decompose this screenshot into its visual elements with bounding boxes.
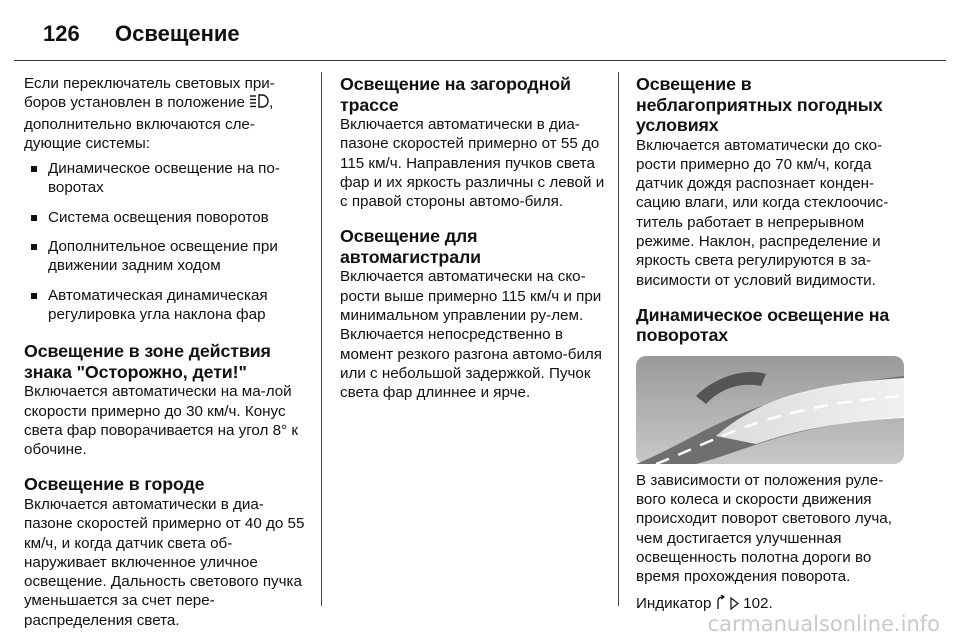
section-title-country-road: Освещение на загородной трассе: [340, 74, 571, 115]
section-title-city: Освещение в городе: [24, 474, 205, 495]
column-1: [24, 74, 308, 630]
watermark: carmanualsonline.info: [707, 612, 940, 636]
section-title-bad-weather: Освещение в неблагоприятных погодных условиях: [636, 74, 883, 135]
bullet-square-icon: [31, 293, 37, 299]
column-3: [636, 74, 904, 615]
bullet-square-icon: [31, 244, 37, 250]
bullet-square-icon: [31, 215, 37, 221]
indicator-line: Индикатор 102.: [636, 594, 904, 615]
section-title-cornering: Динамическое освещение на поворотах: [636, 304, 890, 346]
section-body-city: Включается автоматически в диа-пазоне скоростей примерно от 40 до 55 км/ч, и когда датчик света об-наруживает включенное уличное освещение. Дальность светового пучка уменьшается за счет пере-распределения света.: [24, 495, 305, 629]
column-divider-2: [618, 72, 619, 606]
page-reference-link[interactable]: 102.: [743, 594, 773, 612]
page-title: Освещение: [115, 21, 240, 46]
column-2: [340, 74, 606, 403]
intro-paragraph: Если переключатель световых при-боров установлен в положение , дополнительно включаются сле-дующие системы:: [24, 75, 275, 152]
section-body-bad-weather: Включается автоматически до ско-рости примерно до 70 км/ч, когда датчик дождя распознает конден-сацию влаги, или когда стеклоочис-титель работает в непрерывном режиме. Наклон, распределение и яркость света регулируются в за-висимости от условий видимости.: [636, 136, 889, 289]
column-divider-1: [321, 72, 322, 606]
bullet-square-icon: [31, 166, 37, 172]
list-item: Дополнительное освещение при движении задним ходом: [24, 237, 308, 276]
systems-list: [24, 159, 308, 324]
header-rule: [14, 60, 946, 61]
cornering-light-illustration: [636, 356, 904, 464]
page-number: 126: [43, 21, 80, 46]
list-item: Система освещения поворотов: [24, 208, 308, 227]
list-item: Динамическое освещение на по-воротах: [24, 159, 308, 198]
section-title-motorway: Освещение для автомагистрали: [340, 226, 482, 267]
cornering-body: В зависимости от положения руле-вого колеса и скорости движения происходит поворот светового луча, чем достигается улучшенная освещенность полотна дороги во время прохождения поворота.: [636, 471, 892, 586]
automatic-light-icon: [249, 93, 269, 114]
list-item: Автоматическая динамическая регулировка угла наклона фар: [24, 286, 308, 325]
section-body-children-zone: Включается автоматически на ма-лой скорости примерно до 30 км/ч. Конус света фар поворачивается на угол 8° к обочине.: [24, 383, 299, 459]
section-title-children-zone: Освещение в зоне действия знака "Осторожно, дети!": [24, 341, 271, 382]
section-body-country-road: Включается автоматически в диа-пазоне скоростей примерно от 55 до 115 км/ч. Направления пучков света фар и их яркость различны с левой и с правой стороны автомо-биля.: [340, 116, 605, 211]
section-body-motorway: Включается автоматически на ско-рости выше примерно 115 км/ч и при минимальном управлении ру-лем. Включается непосредственно в момент резкого разгона автомо-биля или с небольшой задержкой. Пучок света фар длиннее и ярче.: [340, 268, 603, 402]
page-header: [43, 14, 240, 54]
